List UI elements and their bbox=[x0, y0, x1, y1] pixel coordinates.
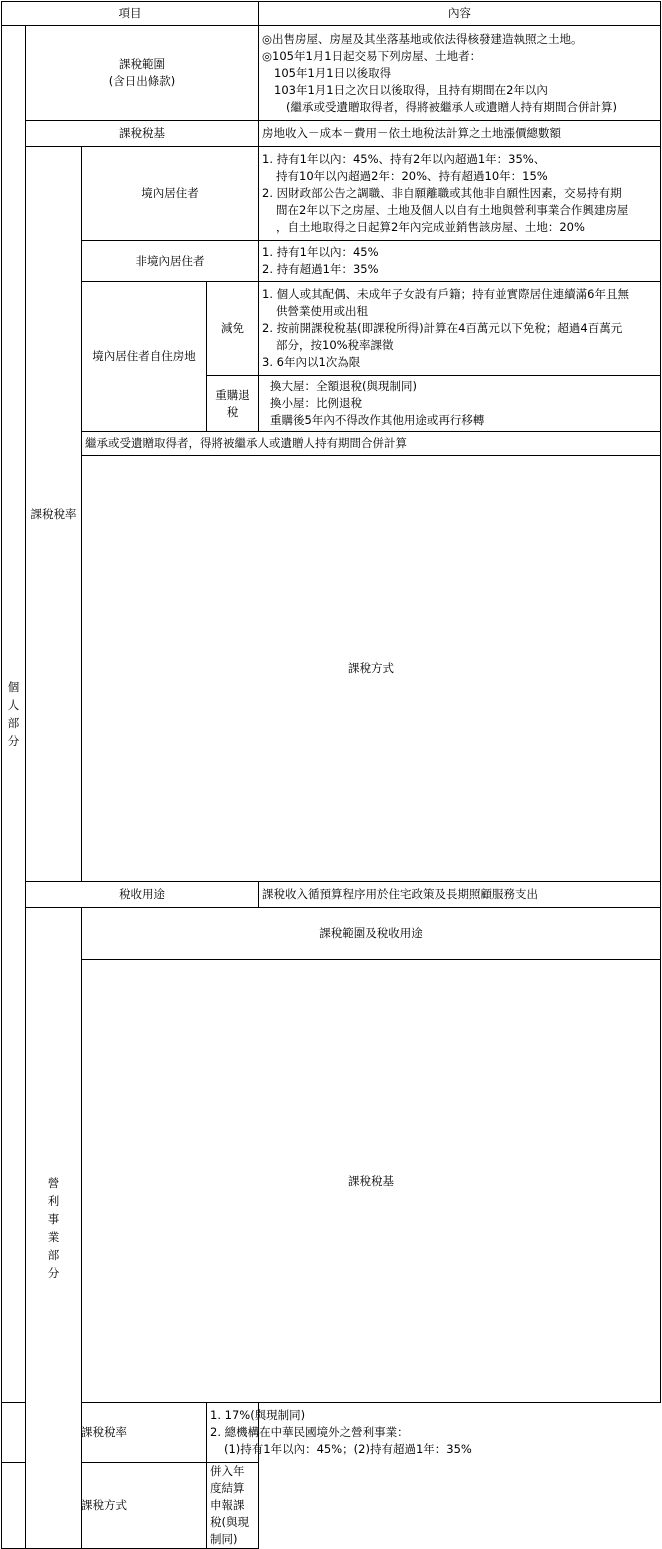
header-content: 內容 bbox=[259, 2, 661, 26]
business-base-label: 課稅稅基 bbox=[82, 960, 661, 1403]
individual-base-label: 課稅稅基 bbox=[26, 121, 259, 147]
resident-line: 2. 因財政部公告之調職、非自願離職或其他非自願性因素，交易持有期 bbox=[262, 186, 622, 200]
business-method-content: 併入年度結算申報課稅(與現制同) bbox=[207, 1463, 259, 1549]
individual-rate-label: 課稅稅率 bbox=[26, 147, 82, 882]
exempt-content bbox=[259, 282, 661, 376]
exempt-line: 2. 按前開課稅稅基(即課稅所得)計算在4百萬元以下免稅；超過4百萬元 bbox=[262, 321, 623, 335]
individual-method-row bbox=[2, 456, 661, 882]
rate-inherit-row bbox=[2, 432, 661, 456]
resident-label: 境內居住者 bbox=[82, 147, 259, 241]
resident-line: 持有10年以內超過2年：20%、持有超過10年：15% bbox=[276, 169, 548, 183]
inherit-note: 繼承或受遺贈取得者，得將被繼承人或遺贈人持有期間合併計算 bbox=[82, 432, 661, 456]
individual-label: 個人部分 bbox=[7, 680, 20, 748]
exempt-line: 部分，按10%稅率課徵 bbox=[276, 338, 394, 352]
business-method-label: 課稅方式 bbox=[2, 1463, 207, 1549]
scope-line: 105年1月1日以後取得 bbox=[274, 65, 392, 80]
nonresident-content bbox=[259, 241, 661, 282]
rebuy-label: 重購退稅 bbox=[207, 376, 259, 432]
individual-usage-row bbox=[2, 882, 661, 908]
selfuse-label: 境內居住者自住房地 bbox=[82, 282, 207, 432]
rate-selfuse-exempt-row bbox=[2, 282, 661, 376]
exempt-line: 3. 6年內以1次為限 bbox=[262, 355, 361, 369]
individual-scope-content bbox=[259, 26, 661, 121]
scope-line: ◎105年1月1日起交易下列房屋、土地者： bbox=[262, 48, 482, 63]
nonresident-label: 非境內居住者 bbox=[82, 241, 259, 282]
business-rate-content bbox=[207, 1403, 472, 1463]
individual-base-row bbox=[2, 121, 661, 147]
business-rate-line: 1. 17%(與現制同) bbox=[210, 1408, 306, 1422]
resident-line: 1. 持有1年以內：45%、持有2年以內超過1年：35%、 bbox=[262, 152, 546, 166]
header-row bbox=[2, 2, 661, 26]
header-item: 項目 bbox=[2, 2, 259, 26]
individual-category bbox=[2, 26, 26, 1403]
individual-scope-label-cell bbox=[26, 26, 259, 121]
rebuy-line: 換大屋：全額退稅(與現制同) bbox=[270, 379, 417, 393]
exempt-line: 供營業使用或出租 bbox=[276, 304, 368, 318]
business-label: 營利事業部分 bbox=[47, 1176, 60, 1280]
business-rate-line: 2. 總機構在中華民國境外之營利事業： bbox=[210, 1425, 409, 1439]
rebuy-content bbox=[259, 376, 661, 432]
resident-line: 間在2年以下之房屋、土地及個人以自有土地與營利事業合作興建房屋 bbox=[276, 203, 629, 217]
rebuy-line: 換小屋：比例退稅 bbox=[270, 396, 362, 410]
business-method-row bbox=[2, 1463, 661, 1549]
individual-usage-content: 課稅收入循預算程序用於住宅政策及長期照顧服務支出 bbox=[259, 882, 661, 908]
scope-line: 103年1月1日之次日以後取得，且持有期間在2年以內 bbox=[274, 82, 548, 97]
rate-resident-row bbox=[2, 147, 661, 241]
resident-line: ，自土地取得之日起算2年內完成並銷售該房屋、土地：20% bbox=[276, 220, 585, 234]
business-rate-line: (1)持有1年以內：45%；(2)持有超過1年：35% bbox=[224, 1442, 472, 1456]
scope-line: (繼承或受遺贈取得者，得將被繼承人或遺贈人持有期間合併計算) bbox=[286, 99, 617, 114]
individual-usage-label: 稅收用途 bbox=[26, 882, 259, 908]
nonresident-line: 2. 持有超過1年：35% bbox=[262, 262, 379, 276]
resident-content bbox=[259, 147, 661, 241]
individual-scope-row bbox=[2, 26, 661, 121]
nonresident-line: 1. 持有1年以內：45% bbox=[262, 245, 379, 259]
individual-base-content: 房地收入－成本－費用－依土地稅法計算之土地漲價總數額 bbox=[259, 121, 661, 147]
business-rate-row bbox=[2, 1403, 661, 1463]
individual-method-label: 課稅方式 bbox=[82, 456, 661, 882]
scope-line: ◎出售房屋、房屋及其坐落基地或依法得核發建造執照之土地。 bbox=[262, 31, 583, 46]
business-scope-row bbox=[2, 908, 661, 960]
business-base-row bbox=[2, 960, 661, 1403]
tax-table bbox=[1, 1, 661, 1549]
individual-scope-sublabel: (含日出條款) bbox=[108, 74, 176, 88]
rebuy-line: 重購後5年內不得改作其他用途或再行移轉 bbox=[270, 413, 485, 427]
exempt-label: 減免 bbox=[207, 282, 259, 376]
individual-scope-label: 課稅範圍 bbox=[119, 57, 165, 71]
exempt-line: 1. 個人或其配偶、未成年子女設有戶籍；持有並實際居住連續滿6年且無 bbox=[262, 287, 629, 301]
business-rate-label: 課稅稅率 bbox=[2, 1403, 207, 1463]
rate-nonresident-row bbox=[2, 241, 661, 282]
business-scope-label: 課稅範圍及稅收用途 bbox=[82, 908, 661, 960]
